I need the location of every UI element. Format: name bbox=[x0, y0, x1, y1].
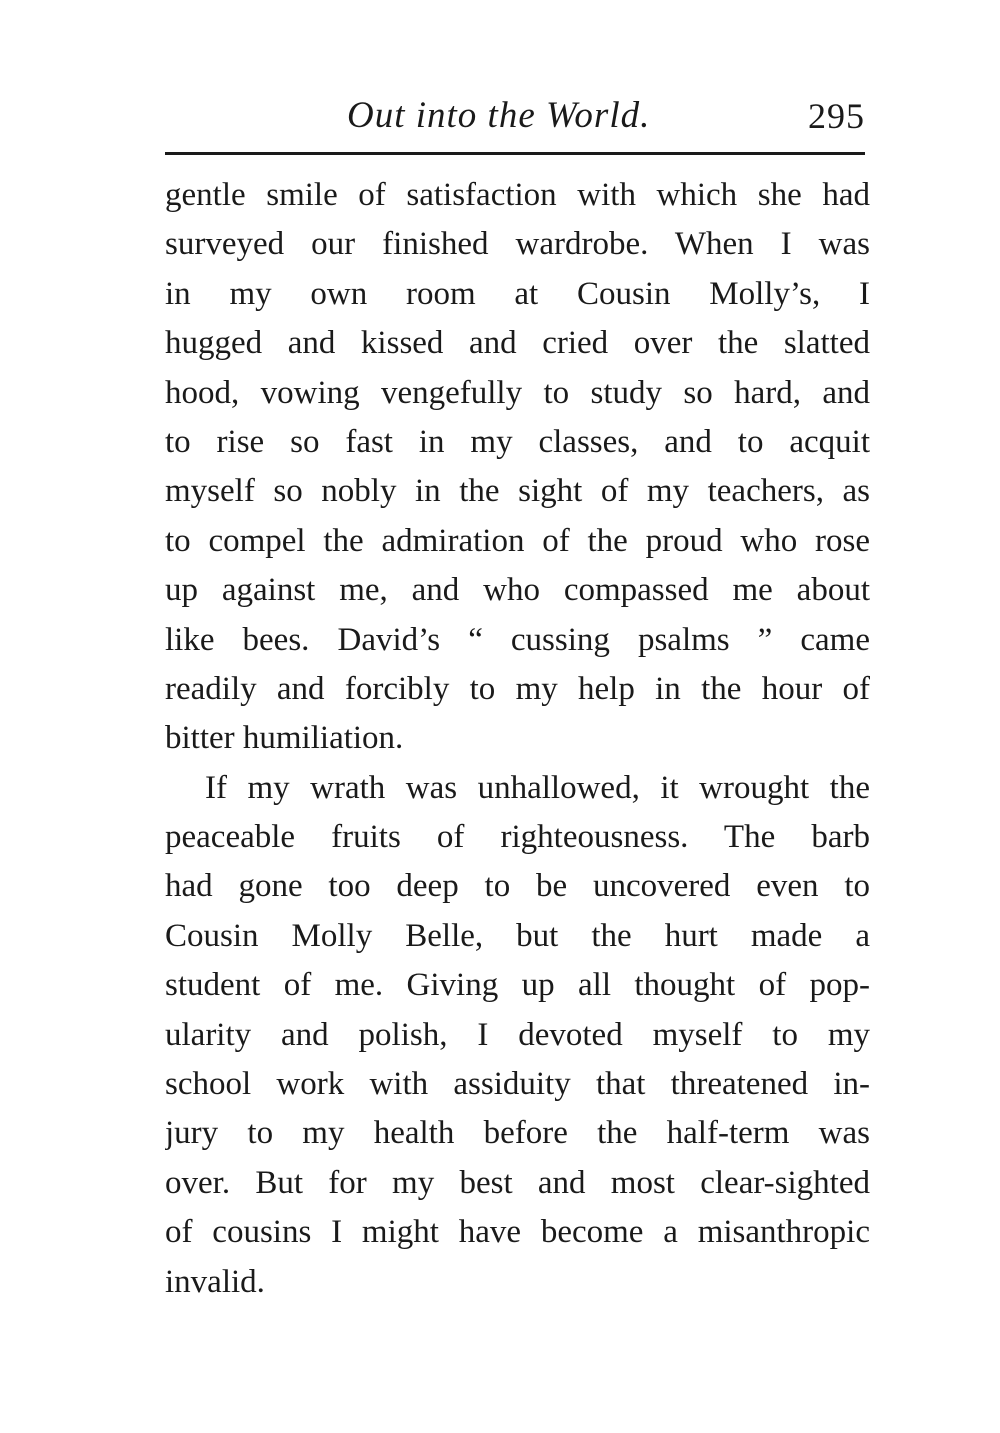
body-text bbox=[165, 171, 870, 1307]
text-line: surveyed our finished wardrobe. When I was bbox=[165, 226, 870, 263]
text-line: of cousins I might have become a misanthropic bbox=[165, 1214, 870, 1251]
text-line: myself so nobly in the sight of my teachers, as bbox=[165, 473, 870, 510]
text-line: gentle smile of satisfaction with which she had bbox=[165, 177, 870, 213]
text-line: invalid. bbox=[165, 1263, 265, 1300]
text-line: If my wrath was unhallowed, it wrought the bbox=[205, 769, 870, 806]
running-head bbox=[165, 88, 865, 144]
text-line: ularity and polish, I devoted myself to my bbox=[165, 1016, 870, 1053]
header-rule bbox=[165, 152, 865, 155]
text-line: to rise so fast in my classes, and to acquit bbox=[165, 423, 870, 460]
text-line: readily and forcibly to my help in the hour of bbox=[165, 670, 870, 707]
page-number: 295 bbox=[808, 96, 865, 136]
text-line: over. But for my best and most clear-sighted bbox=[165, 1164, 870, 1201]
text-line: peaceable fruits of righteousness. The barb bbox=[165, 819, 870, 856]
running-title: Out into the World. bbox=[347, 95, 651, 136]
text-line: hugged and kissed and cried over the slatted bbox=[165, 325, 870, 362]
text-line: bitter humiliation. bbox=[165, 720, 404, 757]
text-line: Cousin Molly Belle, but the hurt made a bbox=[165, 917, 870, 954]
text-line: to compel the admiration of the proud who rose bbox=[165, 522, 870, 559]
text-line: like bees. David’s “ cussing psalms ” came bbox=[165, 621, 870, 658]
paragraph-2 bbox=[165, 764, 870, 1307]
text-line: student of me. Giving up all thought of pop- bbox=[165, 967, 870, 1004]
text-line: jury to my health before the half-term was bbox=[165, 1115, 870, 1152]
text-line: hood, vowing vengefully to study so hard, and bbox=[165, 374, 870, 411]
text-line: had gone too deep to be uncovered even to bbox=[165, 868, 870, 905]
text-line: in my own room at Cousin Molly’s, I bbox=[165, 275, 870, 312]
text-line: up against me, and who compassed me about bbox=[165, 572, 870, 609]
text-line: school work with assiduity that threatened in- bbox=[165, 1066, 870, 1103]
paragraph-1 bbox=[165, 171, 870, 764]
